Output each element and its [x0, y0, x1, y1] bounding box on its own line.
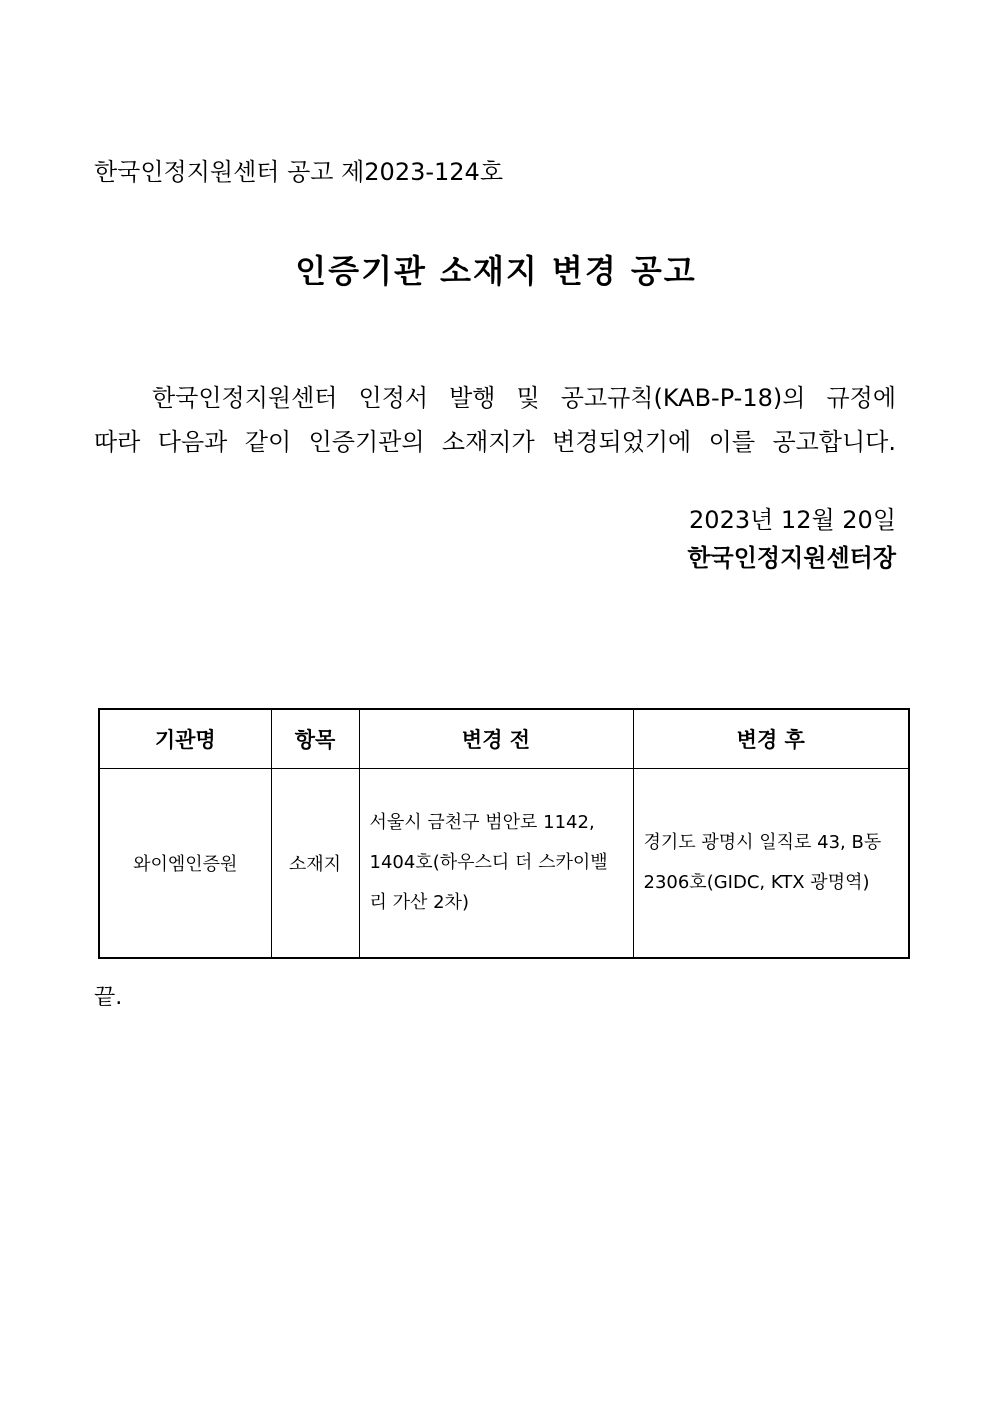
body-line-2: 따라 다음과 같이 인증기관의 소재지가 변경되었기에 이를 공고합니다.	[94, 428, 896, 456]
cell-organization: 와이엠인증원	[99, 769, 271, 959]
cell-before: 서울시 금천구 범안로 1142, 1404호(하우스디 더 스카이밸리 가산 2차)	[359, 769, 633, 959]
table-row	[99, 769, 909, 959]
header-organization: 기관명	[99, 709, 271, 769]
cell-item: 소재지	[271, 769, 359, 959]
header-after: 변경 후	[633, 709, 909, 769]
notice-number: 한국인정지원센터 공고 제2023-124호	[94, 158, 504, 186]
header-item: 항목	[271, 709, 359, 769]
end-mark: 끝.	[94, 985, 123, 1010]
document-title: 인증기관 소재지 변경 공고	[295, 252, 697, 290]
header-before: 변경 전	[359, 709, 633, 769]
issuer-name: 한국인정지원센터장	[687, 544, 896, 572]
body-line-1: 한국인정지원센터 인정서 발행 및 공고규칙(KAB-P-18)의 규정에	[152, 384, 896, 412]
cell-after: 경기도 광명시 일직로 43, B동 2306호(GIDC, KTX 광명역)	[633, 769, 909, 959]
change-table	[98, 708, 910, 959]
notice-date: 2023년 12월 20일	[689, 506, 896, 534]
table-header-row	[99, 709, 909, 769]
notice-body	[94, 376, 896, 464]
